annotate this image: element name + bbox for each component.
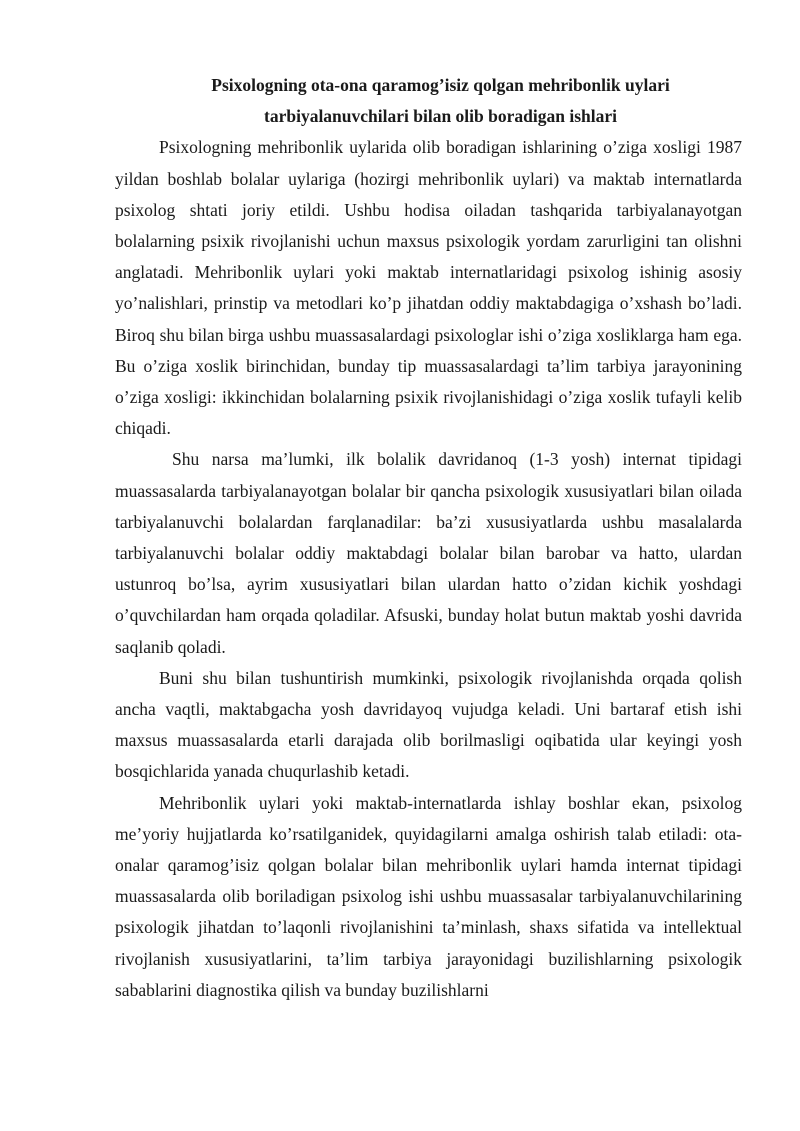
document-title-line-1: Psixologning ota-ona qaramog’isiz qolgan mehribonlik uylari — [211, 75, 670, 95]
paragraph-2: Shu narsa ma’lumki, ilk bolalik davridanoq (1-3 yosh) internat tipidagi muassasalarda tarbiyalanayotgan bolalar bir qancha psixologik xususiyatlari bilan oilada tarbiyalanuvchi bolalardan farqlanadilar: ba’zi xususiyatlarda ushbu masalalarda tarbiyalanuvchi bolalar oddiy maktabdagi bolalar bilan barobar va hatto, ulardan ustunroq bo’lsa, ayrim xususiyatlari bilan ulardan hatto o’zidan kichik yoshdagi o’quvchilardan ham orqada qoladilar. Afsuski, bunday holat butun maktab yoshi davrida saqlanib qoladi. — [115, 449, 742, 657]
paragraph-1: Psixologning mehribonlik uylarida olib boradigan ishlarining o’ziga xosligi 1987 yildan boshlab bolalar uylariga (hozirgi mehribonlik uylari) va maktab internatlarda psixolog shtati joriy etildi. Ushbu hodisa oiladan tashqarida tarbiyalanayotgan bolalarning psixik rivojlanishi uchun maxsus psixologik yordam zarurligini tan olishni anglatadi. Mehribonlik uylari yoki maktab internatlaridagi psixolog ishinig asosiy yo’nalishlari, prinstip va metodlari ko’p jihatdan oddiy maktabdagiga o’xshash bo’ladi. Biroq shu bilan birga ushbu muassasalardagi psixologlar ishi o’ziga xosliklarga ham ega. Bu o’ziga xoslik birinchidan, bunday tip muassasalardagi ta’lim tarbiya jarayonining o’ziga xosligi: ikkinchidan bolalarning psixik rivojlanishidagi o’ziga xoslik tufayli kelib chiqadi. — [115, 137, 742, 439]
paragraph-4: Mehribonlik uylari yoki maktab-internatlarda ishlay boshlar ekan, psixolog me’yoriy hujjatlarda ko’rsatilganidek, quyidagilarni amalga oshirish talab etiladi: ota-onalar qaramog’isiz qolgan bolalar bilan mehribonlik uylari hamda internat tipidagi muassasalarda olib boriladigan psixolog ishi ushbu muassasalar tarbiyalanuvchilarining psixologik jihatdan to’laqonli rivojlanishini ta’minlash, shaxs sifatida va intellektual rivojlanish xususiyatlarini, ta’lim tarbiya jarayonidagi buzilishlarning psixologik sabablarini diagnostika qilish va bunday buzilishlarni — [115, 792, 742, 1000]
document-title-line-2: tarbiyalanuvchilari bilan olib boradigan ishlari — [264, 106, 617, 127]
paragraph-3: Buni shu bilan tushuntirish mumkinki, psixologik rivojlanishda orqada qolish ancha vaqtli, maktabgacha yosh davridayoq vujudga keladi. Uni bartaraf etish ishi maxsus muassasalarda etarli darajada olib borilmasligi oqibatida ular keyingi yosh bosqichlarida yanada chuqurlashib ketadi. — [115, 667, 742, 782]
document-page — [115, 70, 742, 1006]
